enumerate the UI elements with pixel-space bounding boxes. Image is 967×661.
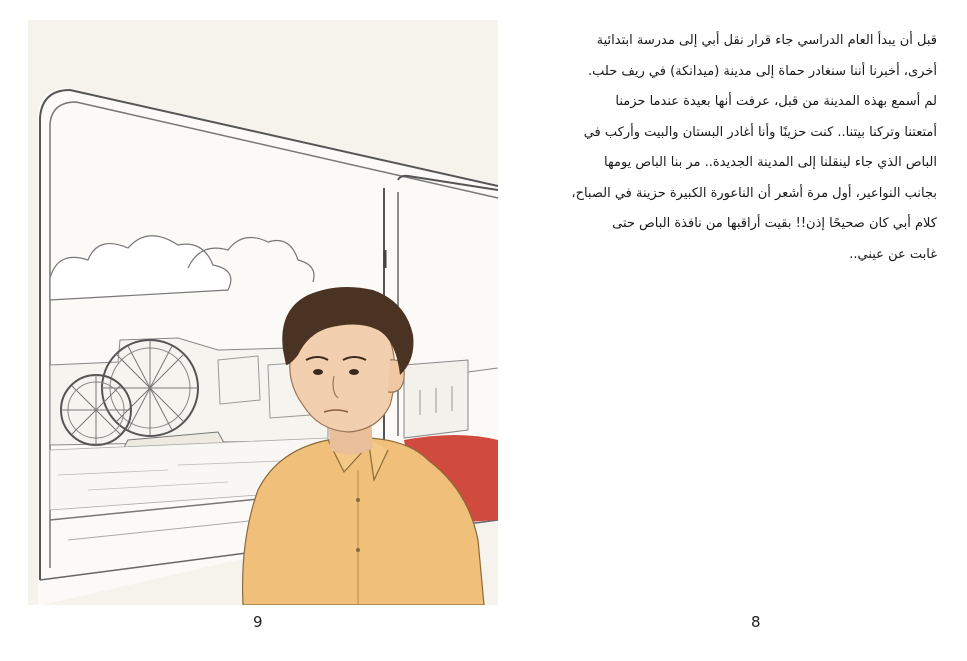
paragraph-line-6: بجانب النواعير، أول مرة أشعر أن الناعورة الكبيرة حزينة في الصباح،	[571, 185, 937, 201]
paragraph-line-3: لم أسمع بهذه المدينة من قبل، عرفت أنها بعيدة عندما حزمنا	[615, 94, 937, 109]
paragraph-line-5: الباص الذي جاء لينقلنا إلى المدينة الجديدة.. مر بنا الباص يومها	[604, 155, 937, 170]
page-number-right: 8	[751, 613, 761, 631]
paragraph-line-8: غابت عن عيني..	[849, 246, 937, 262]
paragraph-line-1: قبل أن يبدأ العام الدراسي جاء قرار نقل أبي إلى مدرسة ابتدائية	[596, 33, 937, 48]
story-paragraph	[552, 26, 937, 270]
page-number-left: 9	[253, 613, 263, 631]
right-page	[500, 0, 967, 661]
illustration-boy-on-bus	[28, 20, 498, 605]
paragraph-line-2: أخرى، أخبرنا أننا سنغادر حماة إلى مدينة (ميدانكة) في ريف حلب.	[588, 63, 937, 79]
paragraph-line-4: أمتعتنا وتركنا بيتنا.. كنت حزينًا وأنا أغادر البستان والبيت وأركب في	[583, 124, 937, 140]
paragraph-line-7: كلام أبي كان صحيحًا إذن!! بقيت أراقبها من نافذة الباص حتى	[612, 216, 937, 231]
